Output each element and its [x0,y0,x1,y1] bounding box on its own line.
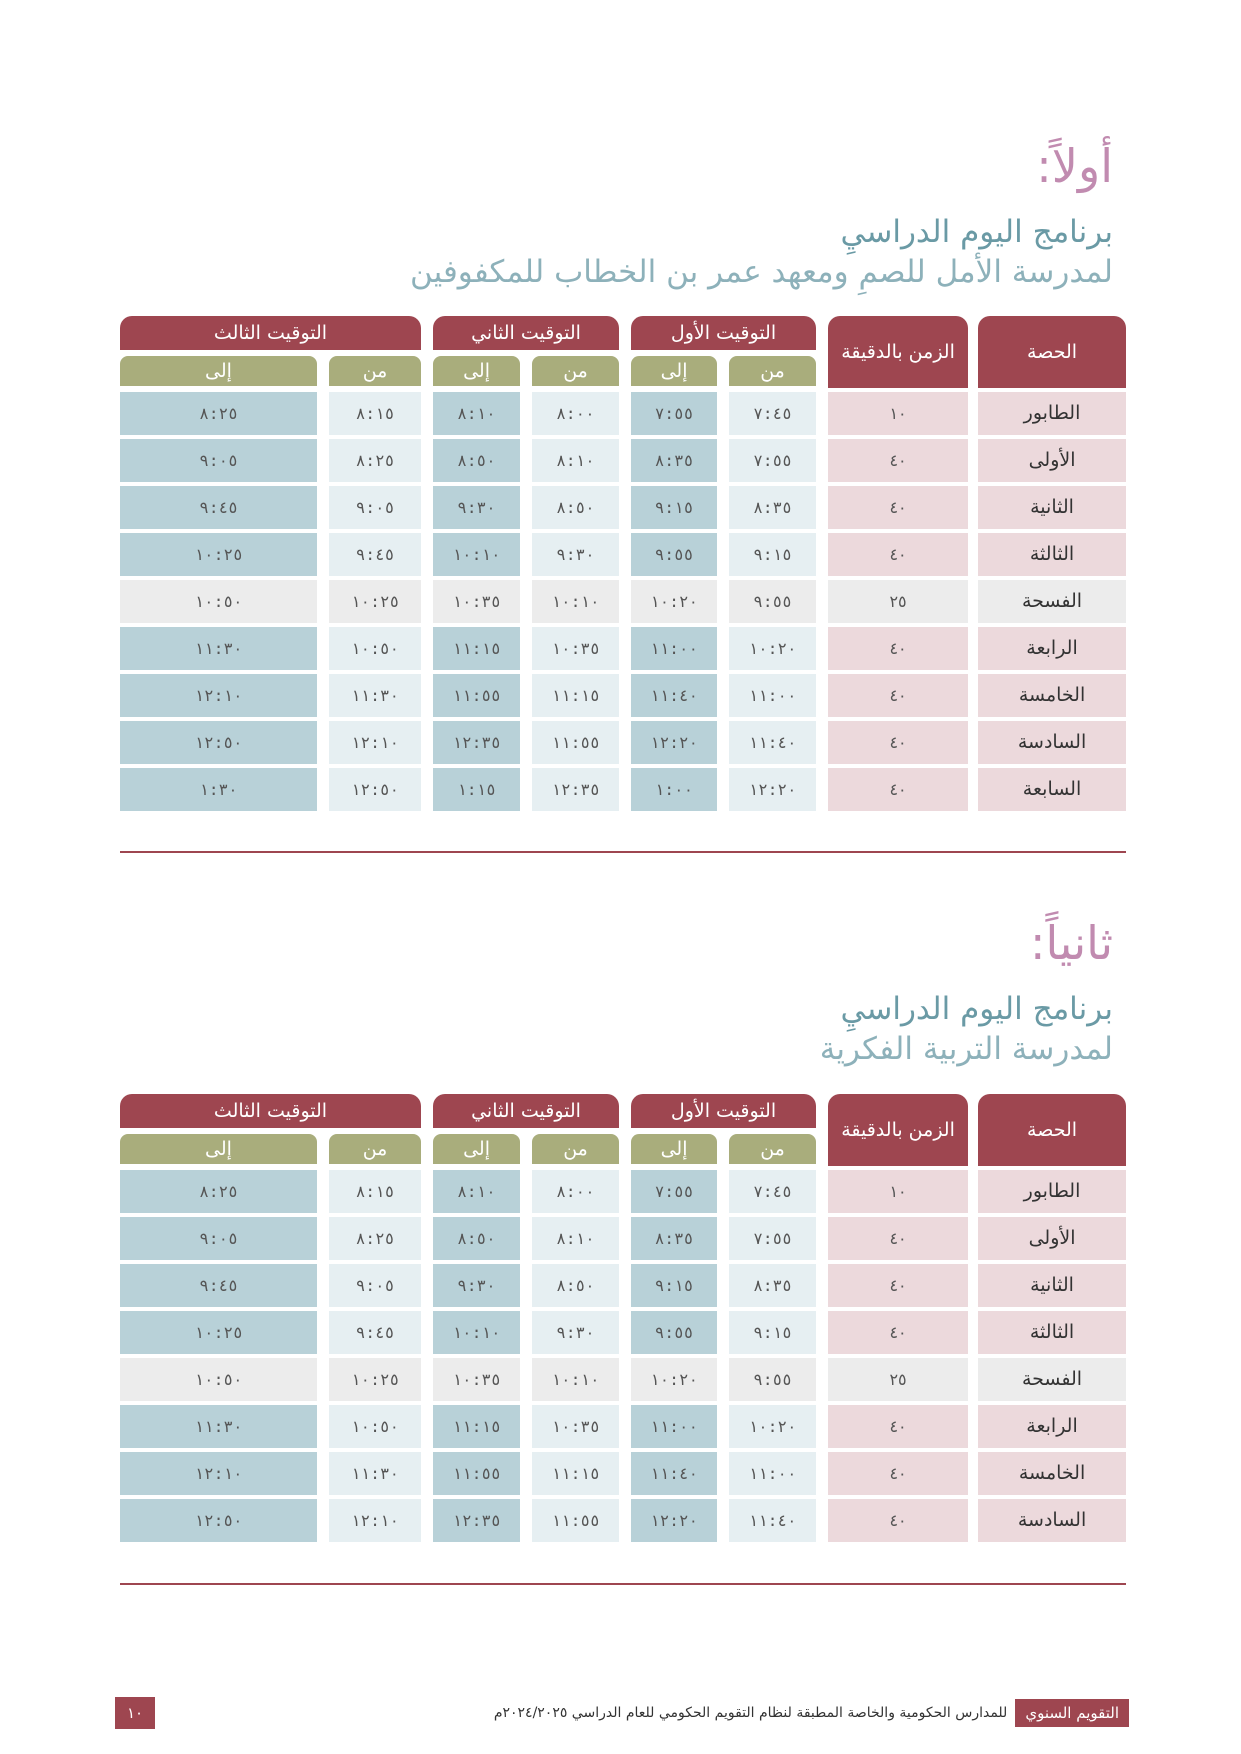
timing-2-to: ٨:١٠ [433,1170,520,1213]
period-name: الخامسة [978,1452,1126,1495]
timing-3-from-header: من [317,1128,421,1166]
period-name: الطابور [978,1170,1126,1213]
footer-brand: التقويم السنوي [1015,1699,1129,1727]
timing-3-to: ١٢:٥٠ [120,721,317,764]
timing-2-to: ٨:٥٠ [433,439,520,482]
schedule-table-2 [120,1094,1126,1542]
timing-1-from: ٨:٣٥ [729,1264,816,1307]
timing-2-to: ١٢:٣٥ [433,1499,520,1542]
timing-3-from: ٨:١٥ [329,392,421,435]
timing-2-from: ١١:٥٥ [532,721,619,764]
period-name: الطابور [978,392,1126,435]
table-row [120,1213,1126,1260]
timing-3-to: ١٠:٢٥ [120,533,317,576]
section-1-subtitle: لمدرسة الأمل للصمِ ومعهد عمر بن الخطاب للمكفوفين [410,253,1113,290]
timing-1-to-header: إلى [619,350,717,388]
timing-1-from-header: من [717,1128,816,1166]
table-row [120,1354,1126,1401]
period-minutes: ٤٠ [828,1499,968,1542]
timing-2-from: ٩:٣٠ [532,1311,619,1354]
timing-2-to: ١٠:١٠ [433,533,520,576]
timing-3-to: ١٠:٥٠ [120,580,317,623]
timing-3-to: ٩:٤٥ [120,486,317,529]
page-number: ١٠ [115,1697,155,1729]
timing-1-header: التوقيت الأول [619,1094,816,1128]
timing-1-to: ١٠:٢٠ [631,580,717,623]
table-1-bottom-rule [120,851,1126,853]
timing-2-to: ٩:٣٠ [433,486,520,529]
timing-2-to: ١١:١٥ [433,1405,520,1448]
timing-3-to: ٩:٤٥ [120,1264,317,1307]
timing-3-from: ١٢:١٠ [329,721,421,764]
period-name: الثانية [978,486,1126,529]
timing-1-from: ١٠:٢٠ [729,627,816,670]
period-name: الأولى [978,439,1126,482]
timing-2-to-header: إلى [421,350,520,388]
table-row [120,1260,1126,1307]
timing-1-from: ٩:١٥ [729,533,816,576]
timing-3-from: ١٠:٢٥ [329,580,421,623]
period-minutes: ٤٠ [828,1452,968,1495]
timing-2-from-header: من [520,1128,619,1166]
timing-2-to: ١١:٥٥ [433,1452,520,1495]
timing-1-from: ١٢:٢٠ [729,768,816,811]
period-minutes: ٤٠ [828,439,968,482]
section-1-title: برنامج اليوم الدراسيِ [840,214,1113,250]
timing-2-from-header: من [520,350,619,388]
minutes-header: الزمن بالدقيقة [816,316,968,388]
timing-1-to: ٩:١٥ [631,486,717,529]
timing-3-from-header: من [317,350,421,388]
timing-2-to: ١٠:٣٥ [433,1358,520,1401]
timing-3-from: ٨:١٥ [329,1170,421,1213]
table-row [120,670,1126,717]
timing-2-to: ١:١٥ [433,768,520,811]
timing-1-from: ١٠:٢٠ [729,1405,816,1448]
timing-1-to: ١١:٤٠ [631,674,717,717]
timing-1-header: التوقيت الأول [619,316,816,350]
timing-3-header: التوقيت الثالث [120,1094,421,1128]
timing-3-to: ١١:٣٠ [120,627,317,670]
timing-3-to: ١٢:٥٠ [120,1499,317,1542]
timing-3-to: ١:٣٠ [120,768,317,811]
table-row [120,1401,1126,1448]
table-row [120,529,1126,576]
timing-2-to-header: إلى [421,1128,520,1166]
period-name: الثانية [978,1264,1126,1307]
timing-1-from: ٨:٣٥ [729,486,816,529]
table-2-bottom-rule [120,1583,1126,1585]
section-2-title: برنامج اليوم الدراسيِ [840,991,1113,1027]
period-minutes: ٤٠ [828,1264,968,1307]
timing-1-from: ٧:٤٥ [729,1170,816,1213]
timing-2-header: التوقيت الثاني [421,316,619,350]
timing-1-from: ٧:٤٥ [729,392,816,435]
period-name: الرابعة [978,1405,1126,1448]
section-2-ordinal: ثانياً: [1029,916,1113,970]
period-minutes: ٤٠ [828,627,968,670]
period-name: السادسة [978,721,1126,764]
minutes-header: الزمن بالدقيقة [816,1094,968,1166]
table-row [120,717,1126,764]
table-row [120,1495,1126,1542]
timing-2-header: التوقيت الثاني [421,1094,619,1128]
timing-1-to: ٩:١٥ [631,1264,717,1307]
timing-2-from: ١٠:٣٥ [532,627,619,670]
footer-caption: للمدارس الحكومية والخاصة المطبقة لنظام التقويم الحكومي للعام الدراسي ٢٠٢٤/٢٠٢٥م [493,1705,1008,1721]
timing-1-to-header: إلى [619,1128,717,1166]
period-minutes: ٢٥ [828,1358,968,1401]
timing-2-from: ١١:١٥ [532,1452,619,1495]
table-row [120,388,1126,435]
timing-1-to: ٨:٣٥ [631,1217,717,1260]
period-name: الفسحة [978,580,1126,623]
period-minutes: ٤٠ [828,768,968,811]
table-row [120,1448,1126,1495]
page-footer [115,1697,1129,1729]
timing-2-from: ٩:٣٠ [532,533,619,576]
timing-2-to: ٩:٣٠ [433,1264,520,1307]
timing-2-from: ٨:٠٠ [532,1170,619,1213]
timing-3-to: ٩:٠٥ [120,439,317,482]
timing-2-from: ١١:١٥ [532,674,619,717]
table-row [120,1307,1126,1354]
timing-2-to: ١٠:٣٥ [433,580,520,623]
timing-2-from: ١٠:١٠ [532,1358,619,1401]
timing-1-from: ٩:٥٥ [729,580,816,623]
timing-1-to: ٩:٥٥ [631,1311,717,1354]
timing-2-to: ١١:٥٥ [433,674,520,717]
period-minutes: ٤٠ [828,1405,968,1448]
timing-1-to: ٩:٥٥ [631,533,717,576]
timing-1-to: ٨:٣٥ [631,439,717,482]
section-1-ordinal: أولاً: [1036,139,1113,193]
timing-3-from: ٩:٤٥ [329,1311,421,1354]
timing-3-to: ١١:٣٠ [120,1405,317,1448]
timing-3-from: ٩:٤٥ [329,533,421,576]
period-minutes: ٤٠ [828,486,968,529]
period-minutes: ٤٠ [828,1217,968,1260]
table-row [120,764,1126,811]
table-row [120,482,1126,529]
period-name: الثالثة [978,533,1126,576]
timing-1-from: ١١:٠٠ [729,1452,816,1495]
period-minutes: ١٠ [828,1170,968,1213]
timing-3-from: ١٢:١٠ [329,1499,421,1542]
period-name: السابعة [978,768,1126,811]
timing-2-from: ٨:١٠ [532,439,619,482]
timing-3-to: ٨:٢٥ [120,1170,317,1213]
schedule-table-1 [120,316,1126,811]
timing-3-to: ١٢:١٠ [120,674,317,717]
timing-1-from: ٩:١٥ [729,1311,816,1354]
footer-text-group [494,1697,1129,1729]
timing-1-from: ١١:٤٠ [729,721,816,764]
timing-3-from: ١٠:٥٠ [329,627,421,670]
period-name: الفسحة [978,1358,1126,1401]
period-name: السادسة [978,1499,1126,1542]
timing-3-to: ٩:٠٥ [120,1217,317,1260]
timing-3-from: ١٠:٢٥ [329,1358,421,1401]
period-minutes: ١٠ [828,392,968,435]
timing-1-to: ١١:٤٠ [631,1452,717,1495]
period-header: الحصة [968,316,1126,388]
timing-2-to: ٨:١٠ [433,392,520,435]
timing-3-from: ١٢:٥٠ [329,768,421,811]
period-minutes: ٤٠ [828,1311,968,1354]
timing-3-to: ٨:٢٥ [120,392,317,435]
timing-2-from: ١١:٥٥ [532,1499,619,1542]
section-2-subtitle: لمدرسة التربية الفكرية [819,1030,1113,1067]
section-1-heading [120,139,1113,292]
timing-3-from: ٩:٠٥ [329,1264,421,1307]
timing-1-to: ٧:٥٥ [631,1170,717,1213]
timing-1-from: ٧:٥٥ [729,1217,816,1260]
timing-1-to: ١١:٠٠ [631,1405,717,1448]
period-name: الخامسة [978,674,1126,717]
timing-3-from: ٨:٢٥ [329,1217,421,1260]
timing-1-to: ٧:٥٥ [631,392,717,435]
timing-2-from: ١٠:١٠ [532,580,619,623]
timing-1-from-header: من [717,350,816,388]
timing-2-from: ١٢:٣٥ [532,768,619,811]
timing-3-to: ١٠:٥٠ [120,1358,317,1401]
timing-2-from: ٨:٥٠ [532,1264,619,1307]
period-name: الثالثة [978,1311,1126,1354]
timing-1-from: ٩:٥٥ [729,1358,816,1401]
timing-1-to: ١:٠٠ [631,768,717,811]
timing-3-from: ١١:٣٠ [329,1452,421,1495]
period-minutes: ٤٠ [828,721,968,764]
timing-1-from: ١١:٤٠ [729,1499,816,1542]
timing-3-from: ٩:٠٥ [329,486,421,529]
table-row [120,1166,1126,1213]
timing-3-from: ٨:٢٥ [329,439,421,482]
table-row [120,623,1126,670]
period-header: الحصة [968,1094,1126,1166]
table-row [120,435,1126,482]
timing-2-from: ٨:١٠ [532,1217,619,1260]
timing-1-from: ١١:٠٠ [729,674,816,717]
timing-1-to: ١١:٠٠ [631,627,717,670]
timing-2-from: ١٠:٣٥ [532,1405,619,1448]
timing-3-to: ١٠:٢٥ [120,1311,317,1354]
timing-3-from: ١٠:٥٠ [329,1405,421,1448]
timing-1-from: ٧:٥٥ [729,439,816,482]
timing-2-to: ١٠:١٠ [433,1311,520,1354]
timing-2-from: ٨:٥٠ [532,486,619,529]
timing-3-to-header: إلى [120,350,317,388]
timing-1-to: ١٢:٢٠ [631,1499,717,1542]
period-name: الرابعة [978,627,1126,670]
timing-2-to: ٨:٥٠ [433,1217,520,1260]
table-row [120,576,1126,623]
timing-1-to: ١٢:٢٠ [631,721,717,764]
timing-3-from: ١١:٣٠ [329,674,421,717]
timing-1-to: ١٠:٢٠ [631,1358,717,1401]
timing-2-to: ١١:١٥ [433,627,520,670]
period-name: الأولى [978,1217,1126,1260]
timing-2-from: ٨:٠٠ [532,392,619,435]
section-2-heading [120,916,1113,1069]
timing-2-to: ١٢:٣٥ [433,721,520,764]
timing-3-header: التوقيت الثالث [120,316,421,350]
timing-3-to-header: إلى [120,1128,317,1166]
timing-3-to: ١٢:١٠ [120,1452,317,1495]
period-minutes: ٤٠ [828,533,968,576]
period-minutes: ٢٥ [828,580,968,623]
period-minutes: ٤٠ [828,674,968,717]
